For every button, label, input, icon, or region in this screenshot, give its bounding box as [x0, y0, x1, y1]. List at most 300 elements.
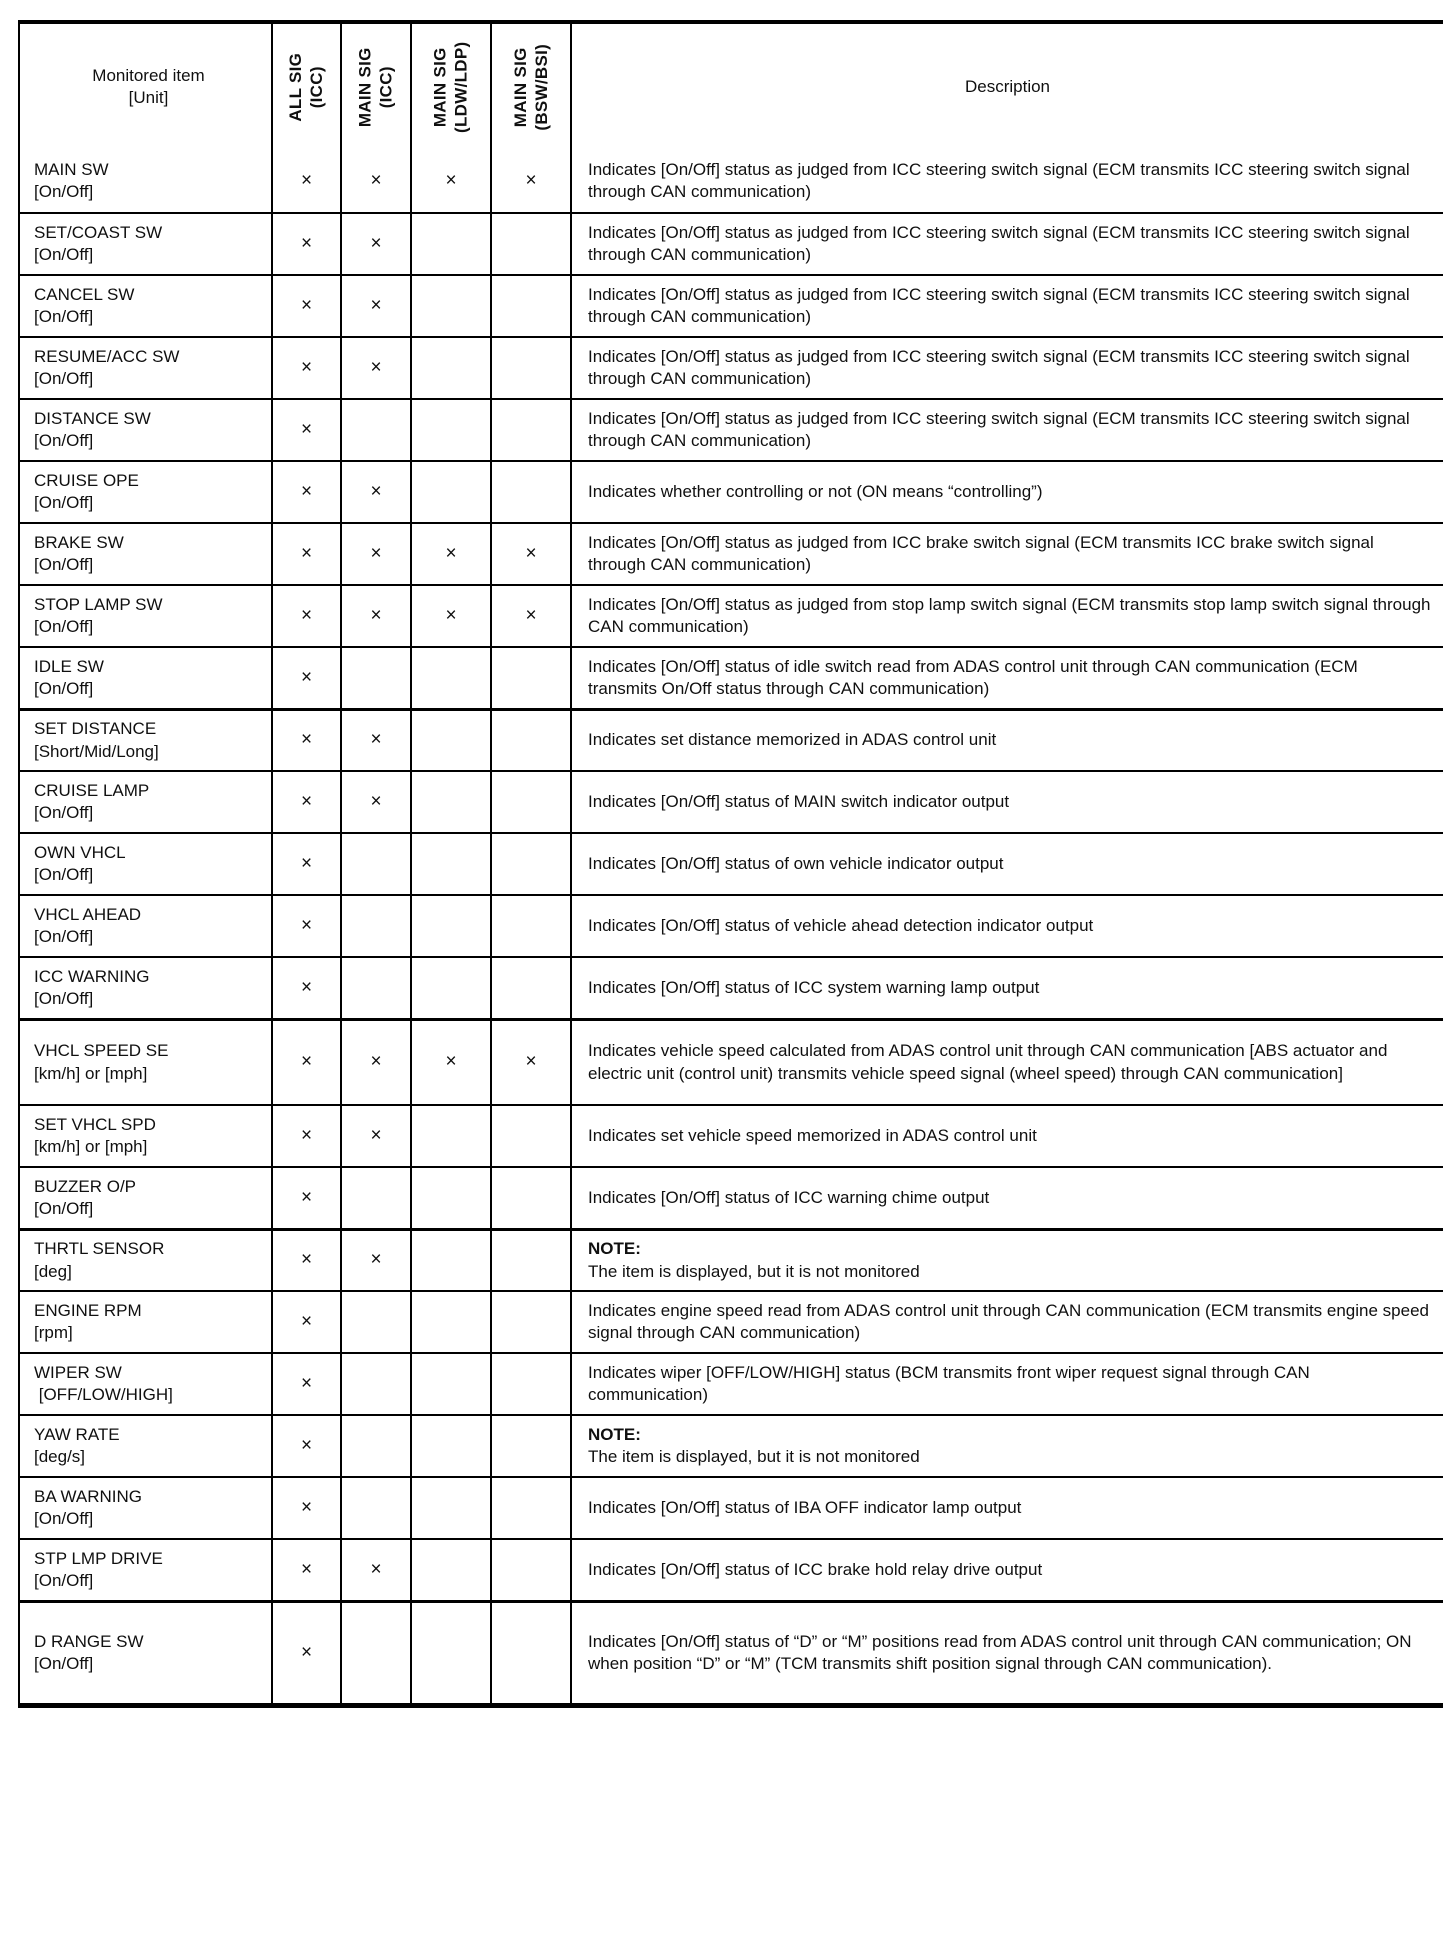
monitored-item-unit: [km/h] or [mph]: [34, 1137, 148, 1156]
header-description-label: Description: [964, 76, 1051, 96]
empty-mark-cell: [492, 1603, 572, 1703]
monitored-item-cell: [20, 586, 273, 646]
cross-mark-cell: [342, 1540, 412, 1600]
empty-mark-cell: [342, 1478, 412, 1538]
description-line: Indicates [On/Off] status as judged from ICC steering switch signal (ECM transmits ICC steering switch signal through CAN communication): [588, 408, 1410, 450]
monitored-item-cell: [20, 1106, 273, 1166]
description-line: Indicates whether controlling or not (ON means “controlling”): [588, 481, 1043, 501]
empty-mark-cell: [492, 834, 572, 894]
cross-mark: ×: [300, 604, 313, 626]
description-line: Indicates [On/Off] status as judged from stop lamp switch signal (ECM transmits stop lamp switch signal through CAN communication): [588, 594, 1431, 636]
cross-mark: ×: [300, 852, 313, 874]
description-cell: [572, 648, 1443, 708]
monitored-item-name: OWN VHCL: [34, 842, 126, 862]
monitored-item-cell: [20, 1416, 273, 1476]
empty-mark-cell: [342, 1416, 412, 1476]
description-cell: [572, 1106, 1443, 1166]
cross-mark-cell: [273, 1354, 342, 1414]
description-line: Indicates [On/Off] status as judged from ICC brake switch signal (ECM transmits ICC brake switch signal through CAN communication): [588, 532, 1374, 574]
cross-mark: ×: [300, 729, 313, 751]
cross-mark: ×: [300, 1496, 313, 1518]
description-cell: [572, 896, 1443, 956]
empty-mark-cell: [342, 834, 412, 894]
cross-mark-cell: [273, 276, 342, 336]
description-line: Indicates [On/Off] status as judged from ICC steering switch signal (ECM transmits ICC steering switch signal through CAN communication): [588, 159, 1410, 201]
monitored-item-cell: [20, 524, 273, 584]
monitored-item-name: DISTANCE SW: [34, 408, 151, 428]
description-cell: [572, 586, 1443, 646]
description-line: Indicates [On/Off] status of idle switch read from ADAS control unit through CAN communication (ECM transmits On/Off status through CAN communication): [588, 656, 1358, 698]
cross-mark-cell: [273, 586, 342, 646]
empty-mark-cell: [412, 1416, 492, 1476]
monitored-item-unit: [On/Off]: [34, 803, 94, 822]
cross-mark: ×: [300, 1310, 313, 1332]
monitored-item-cell: [20, 400, 273, 460]
empty-mark-cell: [492, 1540, 572, 1600]
cross-mark: ×: [445, 169, 457, 191]
cross-mark-cell: [273, 958, 342, 1018]
cross-mark: ×: [300, 1249, 313, 1271]
monitored-item-cell: [20, 214, 273, 274]
empty-mark-cell: [412, 276, 492, 336]
monitored-item-cell: [20, 462, 273, 522]
header-col-main-sig-bsw-bsi: [492, 24, 572, 150]
monitored-item-cell: [20, 772, 273, 832]
description-cell: [572, 214, 1443, 274]
empty-mark-cell: [342, 648, 412, 708]
description-line: Indicates set vehicle speed memorized in ADAS control unit: [588, 1125, 1037, 1145]
monitored-item-name: CRUISE LAMP: [34, 780, 150, 800]
monitored-item-unit: [On/Off]: [34, 1654, 94, 1673]
cross-mark-cell: [492, 1021, 572, 1104]
description-line: Indicates [On/Off] status as judged from ICC steering switch signal (ECM transmits ICC steering switch signal through CAN communication): [588, 284, 1410, 326]
monitored-item-cell: [20, 648, 273, 708]
empty-mark-cell: [492, 1292, 572, 1352]
monitored-item-cell: [20, 338, 273, 398]
monitored-item-name: VHCL SPEED SE: [34, 1041, 169, 1061]
empty-mark-cell: [492, 400, 572, 460]
cross-mark: ×: [525, 604, 537, 626]
empty-mark-cell: [492, 1231, 572, 1290]
monitored-item-unit: [deg]: [34, 1261, 72, 1281]
monitored-item-unit: [On/Off]: [34, 182, 94, 201]
empty-mark-cell: [342, 1603, 412, 1703]
monitored-item-unit: [On/Off]: [34, 1199, 94, 1218]
cross-mark-cell: [412, 1021, 492, 1104]
table-row: [20, 584, 1443, 646]
monitored-item-name: ENGINE RPM: [34, 1300, 142, 1320]
description-cell: [572, 1478, 1443, 1538]
cross-mark-cell: [273, 1021, 342, 1104]
empty-mark-cell: [492, 1354, 572, 1414]
cross-mark-cell: [342, 214, 412, 274]
table-row: [20, 274, 1443, 336]
monitored-item-name: BUZZER O/P: [34, 1176, 137, 1196]
monitored-item-unit: [Short/Mid/Long]: [34, 741, 159, 761]
monitored-item-name: SET/COAST SW: [34, 222, 163, 242]
header-description: [572, 24, 1443, 150]
cross-mark: ×: [300, 1641, 313, 1663]
monitored-item-unit: [rpm]: [34, 1323, 73, 1342]
description-cell: [572, 276, 1443, 336]
description-cell: [572, 400, 1443, 460]
table-row: [20, 336, 1443, 398]
cross-mark: ×: [300, 1051, 313, 1073]
cross-mark: ×: [370, 232, 382, 254]
monitored-item-name: IDLE SW: [34, 656, 104, 676]
header-col-main-sig-icc: [342, 24, 412, 150]
description-cell: [572, 1168, 1443, 1228]
cross-mark: ×: [300, 169, 313, 191]
description-line: Indicates [On/Off] status of own vehicle indicator output: [588, 853, 1004, 873]
header-col-main-sig-icc-label: [355, 47, 398, 127]
monitored-item-cell: [20, 1292, 273, 1352]
vertical-label-line: (BSW/BSI): [532, 43, 551, 131]
table-body: [20, 150, 1443, 1703]
cross-mark-cell: [273, 1106, 342, 1166]
monitored-item-cell: [20, 711, 273, 770]
empty-mark-cell: [342, 958, 412, 1018]
cross-mark: ×: [370, 1124, 382, 1146]
table-row: [20, 1600, 1443, 1703]
table-row: [20, 1476, 1443, 1538]
cross-mark-cell: [342, 586, 412, 646]
cross-mark-cell: [492, 586, 572, 646]
description-cell: [572, 462, 1443, 522]
empty-mark-cell: [412, 1231, 492, 1290]
empty-mark-cell: [492, 1168, 572, 1228]
monitored-item-cell: [20, 276, 273, 336]
monitored-item-cell: [20, 834, 273, 894]
description-cell: [572, 834, 1443, 894]
data-monitor-table: [18, 20, 1443, 1708]
cross-mark: ×: [370, 729, 382, 751]
header-monitored-item-line1: Monitored item: [92, 65, 205, 85]
description-cell: [572, 1416, 1443, 1476]
empty-mark-cell: [412, 1168, 492, 1228]
monitored-item-cell: [20, 1603, 273, 1703]
cross-mark: ×: [300, 480, 313, 502]
header-monitored-item-line2: [Unit]: [128, 88, 169, 107]
vertical-label-line: MAIN SIG: [430, 47, 450, 127]
monitored-item-name: BA WARNING: [34, 1486, 142, 1506]
description-line: Indicates [On/Off] status of ICC system warning lamp output: [588, 977, 1040, 997]
cross-mark: ×: [370, 480, 382, 502]
empty-mark-cell: [412, 1540, 492, 1600]
table-row: [20, 1104, 1443, 1166]
cross-mark: ×: [300, 666, 313, 688]
cross-mark-cell: [273, 1231, 342, 1290]
description-cell: [572, 1231, 1443, 1290]
monitored-item-name: D RANGE SW: [34, 1631, 144, 1651]
cross-mark-cell: [342, 150, 412, 212]
monitored-item-name: STOP LAMP SW: [34, 594, 163, 614]
table-row: [20, 212, 1443, 274]
empty-mark-cell: [412, 214, 492, 274]
description-line: Indicates [On/Off] status of “D” or “M” positions read from ADAS control unit through CAN communication; ON when position “D” or “M” (TCM transmits shift position signal through CAN communication).: [588, 1631, 1412, 1673]
monitored-item-unit: [On/Off]: [34, 493, 94, 512]
empty-mark-cell: [342, 1168, 412, 1228]
cross-mark-cell: [273, 772, 342, 832]
empty-mark-cell: [412, 896, 492, 956]
empty-mark-cell: [412, 1106, 492, 1166]
cross-mark: ×: [525, 1051, 537, 1073]
cross-mark: ×: [300, 1372, 313, 1394]
table-row: [20, 1290, 1443, 1352]
monitored-item-name: BRAKE SW: [34, 532, 124, 552]
empty-mark-cell: [412, 648, 492, 708]
cross-mark: ×: [445, 542, 457, 564]
empty-mark-cell: [492, 1106, 572, 1166]
cross-mark-cell: [273, 150, 342, 212]
description-line: Indicates vehicle speed calculated from ADAS control unit through CAN communication [ABS actuator and electric unit (control unit) transmits vehicle speed signal (wheel speed) through CAN communication]: [588, 1041, 1388, 1083]
empty-mark-cell: [412, 711, 492, 770]
vertical-label-line: (LDW/LDP): [452, 41, 472, 133]
header-monitored-item: [20, 24, 273, 150]
cross-mark: ×: [300, 294, 313, 316]
cross-mark-cell: [273, 214, 342, 274]
description-cell: [572, 1603, 1443, 1703]
cross-mark-cell: [273, 1168, 342, 1228]
vertical-label-line: MAIN SIG: [510, 47, 530, 127]
monitored-item-cell: [20, 1540, 273, 1600]
description-line: Indicates [On/Off] status as judged from ICC steering switch signal (ECM transmits ICC steering switch signal through CAN communication): [588, 346, 1410, 388]
monitored-item-name: CANCEL SW: [34, 284, 135, 304]
description-line: Indicates [On/Off] status of ICC brake hold relay drive output: [588, 1559, 1043, 1579]
monitored-item-unit: [On/Off]: [34, 1509, 94, 1528]
vertical-label-line: (ICC): [377, 65, 397, 109]
description-cell: [572, 1021, 1443, 1104]
empty-mark-cell: [492, 338, 572, 398]
empty-mark-cell: [492, 958, 572, 1018]
cross-mark-cell: [273, 1540, 342, 1600]
empty-mark-cell: [412, 338, 492, 398]
table-row: [20, 1228, 1443, 1290]
table-row: [20, 832, 1443, 894]
monitored-item-unit: [On/Off]: [34, 245, 94, 264]
cross-mark: ×: [300, 1558, 313, 1580]
cross-mark: ×: [370, 294, 382, 316]
monitored-item-unit: [On/Off]: [34, 989, 94, 1008]
empty-mark-cell: [492, 1478, 572, 1538]
monitored-item-unit: [On/Off]: [34, 555, 94, 574]
cross-mark-cell: [273, 1292, 342, 1352]
description-cell: [572, 772, 1443, 832]
cross-mark-cell: [273, 338, 342, 398]
table-row: [20, 1018, 1443, 1104]
cross-mark-cell: [273, 896, 342, 956]
cross-mark-cell: [273, 1416, 342, 1476]
cross-mark: ×: [370, 1558, 382, 1580]
empty-mark-cell: [492, 214, 572, 274]
monitored-item-unit: [km/h] or [mph]: [34, 1063, 148, 1083]
empty-mark-cell: [412, 772, 492, 832]
table-row: [20, 1352, 1443, 1414]
cross-mark: ×: [300, 232, 313, 254]
monitored-item-name: WIPER SW: [34, 1362, 122, 1382]
monitored-item-cell: [20, 958, 273, 1018]
monitored-item-name: RESUME/ACC SW: [34, 346, 180, 366]
empty-mark-cell: [412, 958, 492, 1018]
cross-mark: ×: [370, 542, 382, 564]
cross-mark: ×: [370, 169, 382, 191]
table-header-row: [20, 24, 1443, 150]
header-col-main-sig-ldw-ldp-label: [430, 41, 473, 132]
description-cell: [572, 1354, 1443, 1414]
table-row: [20, 956, 1443, 1018]
description-cell: [572, 958, 1443, 1018]
monitored-item-cell: [20, 1478, 273, 1538]
empty-mark-cell: [412, 400, 492, 460]
table-row: [20, 150, 1443, 212]
monitored-item-cell: [20, 1021, 273, 1104]
empty-mark-cell: [492, 276, 572, 336]
description-cell: [572, 711, 1443, 770]
table-row: [20, 770, 1443, 832]
empty-mark-cell: [412, 462, 492, 522]
empty-mark-cell: [492, 648, 572, 708]
table-row: [20, 894, 1443, 956]
monitored-item-unit: [OFF/LOW/HIGH]: [34, 1385, 173, 1404]
header-col-all-sig-icc: [273, 24, 342, 150]
header-col-main-sig-bsw-bsi-label: [510, 44, 553, 131]
empty-mark-cell: [492, 772, 572, 832]
empty-mark-cell: [492, 1416, 572, 1476]
description-cell: [572, 1540, 1443, 1600]
description-line: The item is displayed, but it is not monitored: [588, 1447, 920, 1466]
monitored-item-unit: [On/Off]: [34, 617, 94, 636]
cross-mark: ×: [300, 542, 313, 564]
description-line: Indicates engine speed read from ADAS control unit through CAN communication (ECM transmits engine speed signal through CAN communication): [588, 1300, 1429, 1342]
monitored-item-name: CRUISE OPE: [34, 470, 139, 490]
monitored-item-cell: [20, 1354, 273, 1414]
table-row: [20, 1166, 1443, 1228]
header-col-main-sig-ldw-ldp: [412, 24, 492, 150]
cross-mark: ×: [300, 418, 313, 440]
cross-mark-cell: [342, 772, 412, 832]
table-row: [20, 646, 1443, 708]
cross-mark-cell: [273, 834, 342, 894]
empty-mark-cell: [412, 1292, 492, 1352]
description-cell: [572, 1292, 1443, 1352]
cross-mark: ×: [445, 604, 457, 626]
table-row: [20, 522, 1443, 584]
table-row: [20, 1414, 1443, 1476]
monitored-item-cell: [20, 1168, 273, 1228]
cross-mark-cell: [273, 711, 342, 770]
cross-mark: ×: [300, 976, 313, 998]
cross-mark: ×: [525, 542, 537, 564]
empty-mark-cell: [342, 1292, 412, 1352]
cross-mark: ×: [370, 604, 382, 626]
cross-mark-cell: [342, 1231, 412, 1290]
monitored-item-name: ICC WARNING: [34, 966, 150, 986]
cross-mark: ×: [300, 914, 313, 936]
note-label: NOTE:: [588, 1424, 641, 1444]
empty-mark-cell: [412, 1478, 492, 1538]
cross-mark-cell: [492, 150, 572, 212]
cross-mark-cell: [342, 338, 412, 398]
monitored-item-unit: [On/Off]: [34, 679, 94, 698]
monitored-item-name: THRTL SENSOR: [34, 1239, 165, 1259]
description-line: Indicates [On/Off] status as judged from ICC steering switch signal (ECM transmits ICC steering switch signal through CAN communication): [588, 222, 1410, 264]
monitored-item-cell: [20, 150, 273, 212]
table-row: [20, 460, 1443, 522]
empty-mark-cell: [412, 1603, 492, 1703]
monitored-item-cell: [20, 1231, 273, 1290]
cross-mark-cell: [412, 524, 492, 584]
monitored-item-name: YAW RATE: [34, 1424, 120, 1444]
vertical-label-line: ALL SIG: [286, 52, 306, 122]
cross-mark-cell: [273, 400, 342, 460]
empty-mark-cell: [342, 1354, 412, 1414]
cross-mark-cell: [412, 150, 492, 212]
cross-mark-cell: [273, 1478, 342, 1538]
cross-mark-cell: [342, 462, 412, 522]
empty-mark-cell: [492, 462, 572, 522]
cross-mark-cell: [412, 586, 492, 646]
monitored-item-name: SET DISTANCE: [34, 719, 157, 739]
description-line: Indicates set distance memorized in ADAS control unit: [588, 730, 997, 750]
cross-mark: ×: [300, 1434, 313, 1456]
header-col-all-sig-icc-label: [285, 53, 328, 122]
monitored-item-unit: [deg/s]: [34, 1447, 86, 1466]
description-cell: [572, 338, 1443, 398]
cross-mark-cell: [342, 711, 412, 770]
cross-mark-cell: [273, 1603, 342, 1703]
empty-mark-cell: [492, 711, 572, 770]
cross-mark: ×: [300, 790, 313, 812]
cross-mark: ×: [370, 1051, 382, 1073]
monitored-item-unit: [On/Off]: [34, 369, 94, 388]
description-line: Indicates [On/Off] status of MAIN switch indicator output: [588, 791, 1010, 811]
cross-mark: ×: [370, 356, 382, 378]
cross-mark-cell: [273, 648, 342, 708]
monitored-item-unit: [On/Off]: [34, 1571, 94, 1590]
table-row: [20, 398, 1443, 460]
cross-mark: ×: [300, 356, 313, 378]
cross-mark: ×: [300, 1124, 313, 1146]
empty-mark-cell: [412, 834, 492, 894]
cross-mark-cell: [342, 276, 412, 336]
description-line: Indicates [On/Off] status of ICC warning chime output: [588, 1187, 990, 1207]
cross-mark: ×: [370, 1249, 382, 1271]
monitored-item-unit: [On/Off]: [34, 307, 94, 326]
vertical-label-line: (ICC): [307, 65, 327, 109]
monitored-item-cell: [20, 896, 273, 956]
cross-mark-cell: [342, 524, 412, 584]
table-row: [20, 708, 1443, 770]
empty-mark-cell: [342, 896, 412, 956]
cross-mark: ×: [370, 790, 382, 812]
cross-mark-cell: [273, 524, 342, 584]
cross-mark-cell: [342, 1106, 412, 1166]
monitored-item-unit: [On/Off]: [34, 927, 94, 946]
empty-mark-cell: [342, 400, 412, 460]
note-label: NOTE:: [588, 1239, 641, 1259]
table-row: [20, 1538, 1443, 1600]
description-cell: [572, 150, 1443, 212]
empty-mark-cell: [492, 896, 572, 956]
monitored-item-name: SET VHCL SPD: [34, 1114, 156, 1134]
cross-mark: ×: [445, 1051, 457, 1073]
monitored-item-unit: [On/Off]: [34, 865, 94, 884]
cross-mark: ×: [300, 1186, 313, 1208]
description-line: Indicates [On/Off] status of vehicle ahead detection indicator output: [588, 915, 1094, 935]
description-cell: [572, 524, 1443, 584]
description-line: The item is displayed, but it is not monitored: [588, 1261, 920, 1281]
cross-mark-cell: [273, 462, 342, 522]
